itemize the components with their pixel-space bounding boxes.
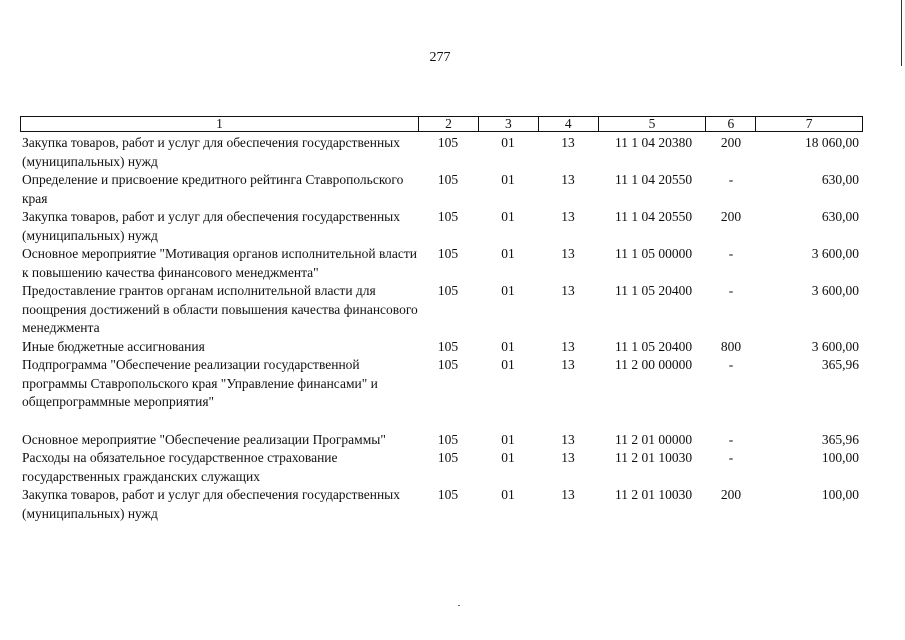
row-col7: 3 600,00 <box>811 283 859 298</box>
row-col5: 11 2 01 00000 <box>615 431 693 447</box>
row-col2: 105 <box>437 431 459 447</box>
row-col2: 105 <box>437 283 459 298</box>
row-col4: 13 <box>561 209 575 224</box>
row-name: Иные бюджетные ассигнования <box>22 338 205 354</box>
row-name: Предоставление грантов органам исполнительной власти для поощрения достижений в области повышения качества финансового менеджмента <box>22 283 418 335</box>
row-name: Закупка товаров, работ и услуг для обеспечения государственных (муниципальных) нужд <box>22 135 401 169</box>
row-col3: 01 <box>501 431 515 447</box>
row-col4: 13 <box>561 283 575 298</box>
header-cell-6: 6 <box>705 117 755 131</box>
row-col7: 630,00 <box>821 209 859 224</box>
header-cell-5: 5 <box>598 117 706 131</box>
row-col6: - <box>728 283 734 298</box>
row-name: Определение и присвоение кредитного рейтинга Ставропольского края <box>22 172 404 206</box>
header-cell-2: 2 <box>418 117 478 131</box>
row-col7: 100,00 <box>821 450 859 465</box>
row-col6: 200 <box>720 135 742 150</box>
row-col4: 13 <box>561 246 575 261</box>
row-col3: 01 <box>501 209 515 224</box>
table-row <box>20 486 863 523</box>
row-col7: 3 600,00 <box>811 338 859 354</box>
row-col3: 01 <box>501 283 515 298</box>
row-col6: 200 <box>720 209 742 224</box>
row-col2: 105 <box>437 487 459 502</box>
row-col7: 100,00 <box>821 487 859 502</box>
row-col6: - <box>728 431 734 447</box>
row-name: Подпрограмма "Обеспечение реализации государственной программы Ставропольского края "Управление финансами" и общепрограммные мероприятия" <box>22 357 378 409</box>
table-row <box>20 171 863 208</box>
row-col3: 01 <box>501 487 515 502</box>
row-name: Закупка товаров, работ и услуг для обеспечения государственных (муниципальных) нужд <box>22 487 401 521</box>
page-number: 277 <box>429 50 451 65</box>
row-col4: 13 <box>561 431 575 447</box>
row-col6: 800 <box>720 338 742 354</box>
row-col4: 13 <box>561 487 575 502</box>
scan-mark <box>458 605 460 606</box>
row-col7: 18 060,00 <box>805 135 859 150</box>
table-header <box>20 116 863 132</box>
row-col6: - <box>728 357 734 372</box>
table-row <box>20 282 863 338</box>
row-col3: 01 <box>501 450 515 465</box>
row-col4: 13 <box>561 135 575 150</box>
row-col5: 11 2 01 10030 <box>615 487 693 502</box>
row-col5: 11 1 04 20550 <box>615 209 693 224</box>
header-cell-3: 3 <box>478 117 538 131</box>
edge-rule <box>901 0 902 66</box>
row-col6: - <box>728 246 734 261</box>
row-col5: 11 2 01 10030 <box>615 450 693 465</box>
table-row <box>20 245 863 282</box>
row-col5: 11 1 04 20550 <box>615 172 693 187</box>
row-col7: 365,96 <box>821 357 859 372</box>
header-cell-1: 1 <box>216 116 223 131</box>
row-col5: 11 1 04 20380 <box>615 135 693 150</box>
row-col4: 13 <box>561 357 575 372</box>
row-col2: 105 <box>437 209 459 224</box>
row-col2: 105 <box>437 172 459 187</box>
row-name: Основное мероприятие "Мотивация органов исполнительной власти к повышению качества финансового менеджмента" <box>22 246 417 280</box>
row-col6: 200 <box>720 487 742 502</box>
table-row <box>20 338 863 357</box>
row-col4: 13 <box>561 172 575 187</box>
row-col7: 3 600,00 <box>811 246 859 261</box>
row-name: Основное мероприятие "Обеспечение реализации Программы" <box>22 431 386 447</box>
row-col7: 630,00 <box>821 172 859 187</box>
header-cell-4: 4 <box>538 117 598 131</box>
row-col6: - <box>728 450 734 465</box>
row-col4: 13 <box>561 450 575 465</box>
table-row <box>20 431 863 450</box>
row-col5: 11 2 00 00000 <box>615 357 693 372</box>
row-col7: 365,96 <box>821 431 859 447</box>
row-name: Закупка товаров, работ и услуг для обеспечения государственных (муниципальных) нужд <box>22 209 401 243</box>
table-row <box>20 208 863 245</box>
table-body <box>20 134 863 523</box>
row-col3: 01 <box>501 357 515 372</box>
row-name: Расходы на обязательное государственное страхование государственных гражданских служащих <box>22 450 338 484</box>
row-col5: 11 1 05 00000 <box>615 246 693 261</box>
row-col2: 105 <box>437 357 459 372</box>
row-col5: 11 1 05 20400 <box>615 283 693 298</box>
row-col6: - <box>728 172 734 187</box>
row-col3: 01 <box>501 246 515 261</box>
table-row <box>20 356 863 412</box>
row-col4: 13 <box>561 338 575 354</box>
header-cell-7: 7 <box>755 117 862 131</box>
row-col2: 105 <box>437 135 459 150</box>
table-row <box>20 134 863 171</box>
row-col2: 105 <box>437 450 459 465</box>
row-col3: 01 <box>501 338 515 354</box>
table-row <box>20 449 863 486</box>
row-col2: 105 <box>437 338 459 354</box>
row-col2: 105 <box>437 246 459 261</box>
row-col3: 01 <box>501 172 515 187</box>
row-col3: 01 <box>501 135 515 150</box>
row-col5: 11 1 05 20400 <box>615 338 693 354</box>
